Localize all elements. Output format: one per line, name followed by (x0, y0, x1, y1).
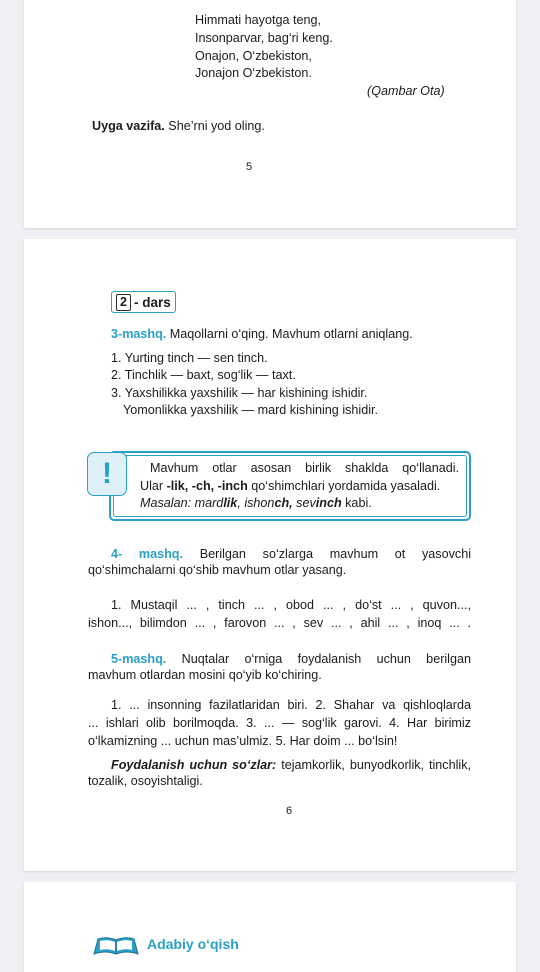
exercise-5 (88, 651, 471, 683)
proverb: Yomonlikka yaxshilik — mard kishining ishidir. (123, 403, 379, 418)
exercise-4-instruction-cont: qo‘shimchalarni qo‘shib mavhum otlar yasang. (88, 563, 347, 577)
proverb: 3. Yaxshilikka yaxshilik — har kishining ishidir. (111, 385, 368, 400)
exercise-4-instruction: Berilgan so‘zlarga mavhum ot yasovchi (199, 547, 471, 561)
rule-example: Masalan: mardlik, ishonch, sevinch kabi. (140, 496, 372, 510)
rule-note-text (140, 460, 459, 513)
exercise-4 (88, 546, 471, 578)
page-5 (24, 0, 516, 228)
homework (92, 119, 265, 133)
exercise-3-instruction: Maqollarni o‘qing. Mavhum otlarni aniqlang. (169, 327, 413, 341)
exercise-5-instruction: Nuqtalar o‘rniga foydalanish uchun berilgan (181, 652, 471, 666)
exercise-5-label: 5-mashq. (111, 652, 167, 666)
exercise-5-instruction-cont: mavhum otlardan mosini qo‘yib ko‘chiring. (88, 668, 322, 682)
page-6 (24, 239, 516, 871)
lesson-number: 2 (116, 294, 131, 311)
words-to-use-label: Foydalanish uchun so‘zlar: (111, 758, 277, 772)
page-7 (24, 882, 516, 972)
poem-line: Insonparvar, bag‘ri keng. (195, 30, 333, 45)
rule-line-2: Ular -lik, -ch, -inch qo‘shimchlari yordamida yasaladi. (140, 478, 441, 493)
exercise-4-label: 4- mashq. (111, 547, 184, 561)
proverb: 1. Yurting tinch — sen tinch. (111, 351, 268, 365)
exercise-3-heading (111, 326, 413, 344)
exclamation-icon: ! (87, 452, 127, 496)
open-book-icon (92, 934, 140, 958)
homework-text: She’rni yod oling. (168, 119, 265, 133)
lesson-label: - dars (134, 294, 171, 310)
exercise-5-sentences: 1. ... insonning fazilatlaridan biri. 2. Shahar va qishloqlarda ... ishlari olib borilmoqda. 3. ... — sog‘lik garovi. 4. Har birimiz o‘lkamizning ... uchun mas’ulmiz. 5. Har doim ... bo‘lsin! (88, 698, 471, 748)
homework-label: Uyga vazifa. (92, 119, 165, 133)
exercise-4-words: 1. Mustaqil ... , tinch ... , obod ... , do‘st ... , quvon..., ishon..., bilimdon ... , farovon ... , sev ... , ahil ... , inoq ... . (88, 598, 471, 630)
page-number: 5 (246, 161, 253, 173)
proverb-list (111, 350, 378, 420)
poem-author: (Qambar Ota) (367, 84, 445, 98)
poem-line: Jonajon O‘zbekiston. (195, 66, 312, 81)
exercise-4-heading (88, 546, 471, 562)
poem-line: Onajon, O‘zbekiston, (195, 48, 312, 63)
words-to-use: Foydalanish uchun so‘zlar: tejamkorlik, bunyodkorlik, tinchlik, tozalik, osoyishtaligi. (88, 758, 471, 788)
page-number: 6 (286, 805, 293, 817)
poem-line: Himmati hayotga teng, (195, 13, 321, 27)
exercise-5-heading (88, 651, 471, 667)
exercise-3-label: 3-mashq. (111, 327, 167, 341)
lesson-heading (111, 291, 176, 313)
poem-stanza (195, 12, 333, 83)
section-title: Adabiy o‘qish (147, 936, 239, 952)
rule-suffixes: -lik, -ch, -inch (166, 478, 248, 493)
rule-line-1: Mavhum otlar asosan birlik shaklda qo‘llanadi. (150, 461, 459, 475)
proverb: 2. Tinchlik — baxt, sog‘lik — taxt. (111, 368, 296, 383)
